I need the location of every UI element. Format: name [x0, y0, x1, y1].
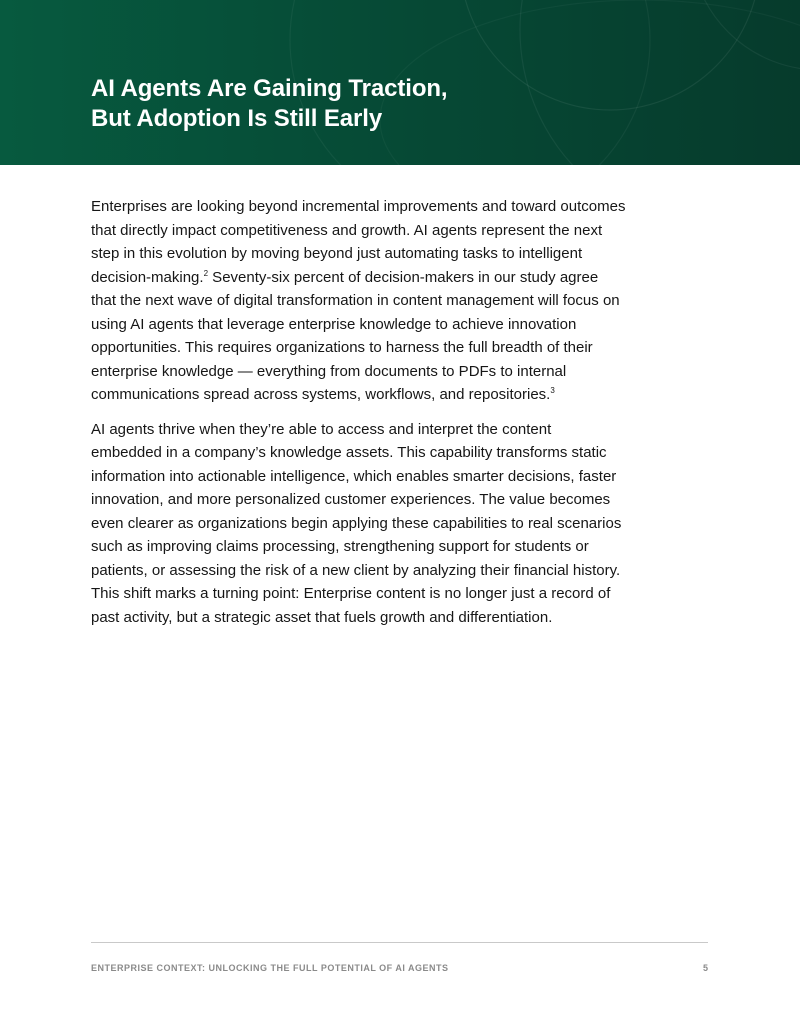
paragraph-1-text-b: Seventy-six percent of decision-makers in our study agree that the next wave of digital transformation in content management will focus on using AI agents that leverage enterprise knowledge to achieve innovation opportunities. This requires organizations to harness the full breadth of their enterprise knowledge — everything from documents to PDFs to internal communications spread across systems, workflows, and repositories.: [91, 268, 620, 403]
page-number: 5: [702, 963, 708, 973]
footer-divider: [91, 942, 708, 943]
paragraph-1-text-a: Enterprises are looking beyond incremental improvements and toward outcomes that directly impact competitiveness and growth. AI agents represent the next step in this evolution by moving beyond just automating tasks to intelligent decision-making.: [91, 198, 626, 286]
footnote-ref-3: 3: [550, 386, 555, 395]
article-body: [91, 195, 626, 640]
footer-document-title: ENTERPRISE CONTEXT: UNLOCKING THE FULL POTENTIAL OF AI AGENTS: [91, 963, 449, 973]
page-title: [91, 74, 611, 134]
page-title-line-1: AI Agents Are Gaining Traction,: [91, 75, 448, 102]
paragraph-2: AI agents thrive when they’re able to access and interpret the content embedded in a company’s knowledge assets. This capability transforms static information into actionable intelligence, which enables smarter decisions, faster innovation, and more personalized customer experiences. The value becomes even clearer as organizations begin applying these capabilities to real scenarios such as improving claims processing, strengthening support for students or patients, or assessing the risk of a new client by analyzing their financial history. This shift marks a turning point: Enterprise content is no longer just a record of past activity, but a strategic asset that fuels growth and differentiation.: [91, 420, 622, 626]
header-banner: [0, 0, 800, 165]
paragraph-1: [91, 195, 626, 407]
page-title-line-2: But Adoption Is Still Early: [91, 105, 383, 132]
footnote-ref-2: 2: [203, 268, 209, 278]
